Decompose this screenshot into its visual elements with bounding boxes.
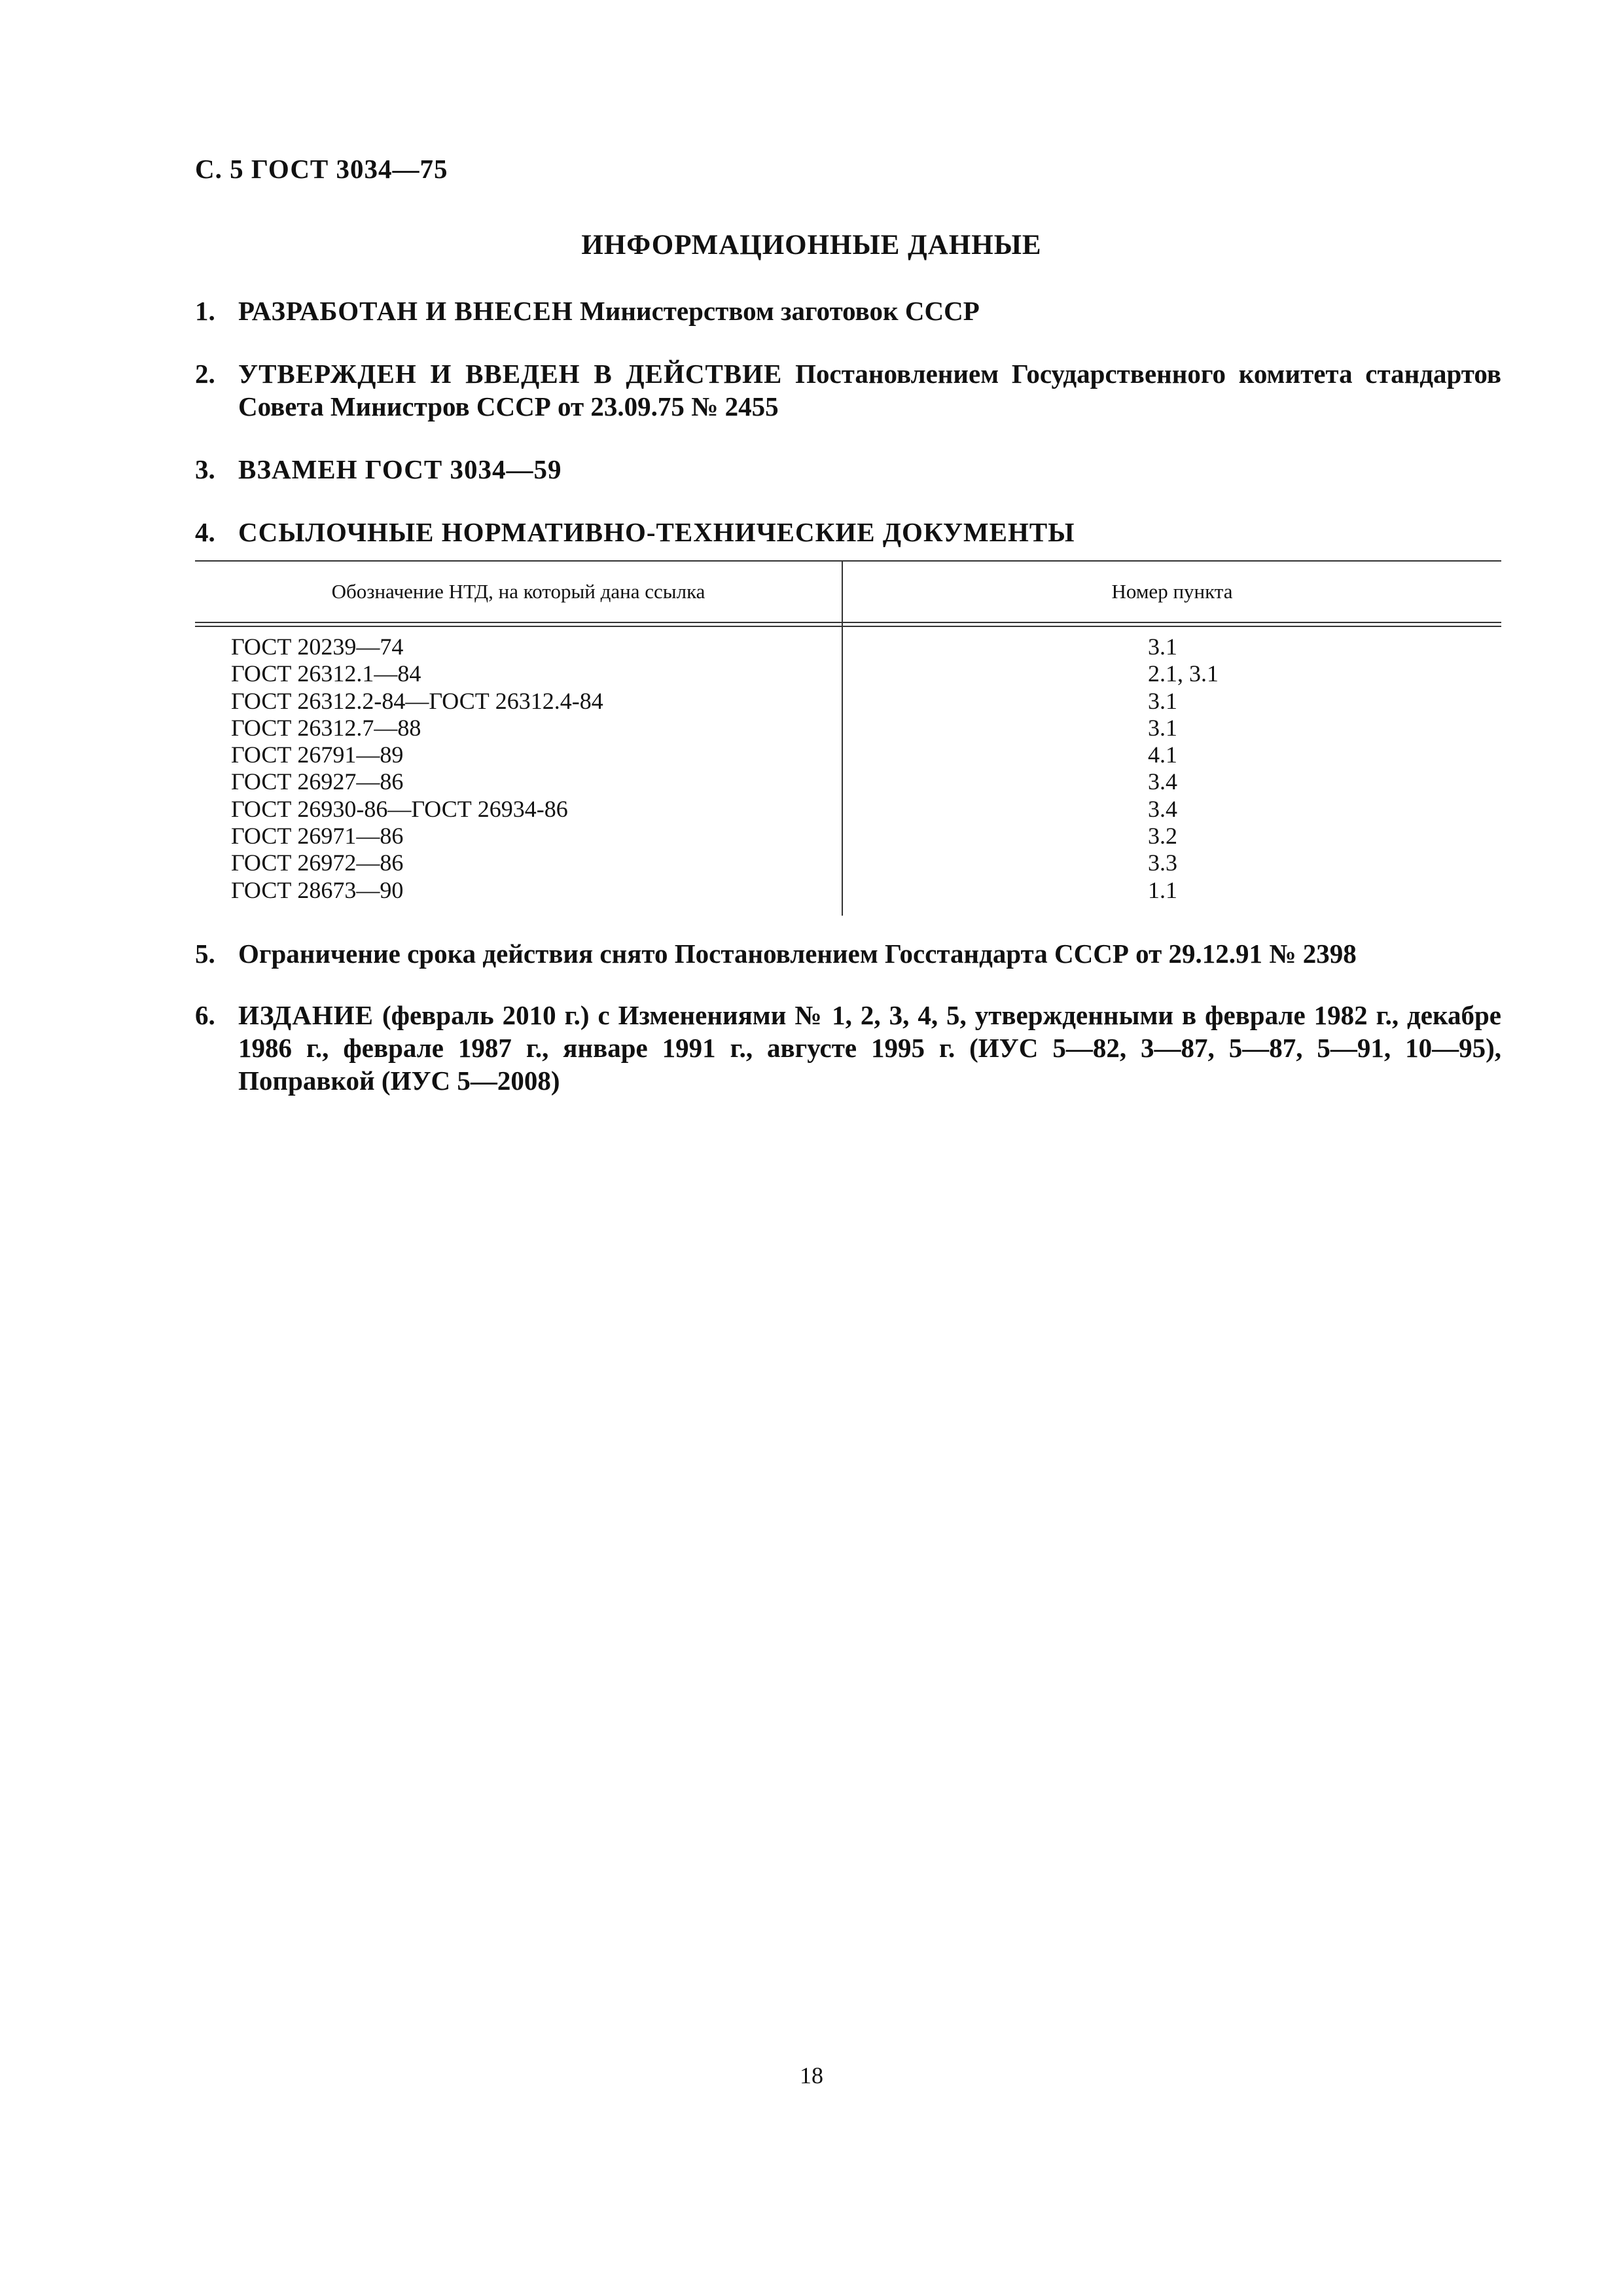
row-clause: 4.1 <box>1148 742 1177 768</box>
row-document: ГОСТ 20239—74 <box>231 634 404 660</box>
row-clause: 2.1, 3.1 <box>1148 660 1219 687</box>
table-row <box>195 634 1501 660</box>
item-lead: УТВЕРЖДЕН И ВВЕДЕН В ДЕЙСТВИЕ <box>238 359 783 389</box>
item-text: Постановлением Государственного комитета стандартов Совета Министров СССР от 23.09.75 № 2455 <box>238 359 1501 422</box>
table-header-rule <box>195 622 1501 623</box>
row-document: ГОСТ 26971—86 <box>231 823 404 850</box>
table-row <box>195 688 1501 715</box>
item-number: 1. <box>195 296 215 326</box>
row-document: ГОСТ 28673—90 <box>231 876 404 903</box>
table-row <box>195 850 1501 876</box>
table-row <box>195 742 1501 768</box>
item-text: Ограничение срока действия снято Постановлением Госстандарта СССР от 29.12.91 № 2398 <box>238 939 1357 969</box>
item-lead: РАЗРАБОТАН И ВНЕСЕН <box>238 296 573 326</box>
item-lead: ИЗДАНИЕ <box>238 1000 374 1030</box>
row-clause: 3.4 <box>1148 768 1177 795</box>
table-row <box>195 823 1501 850</box>
row-document: ГОСТ 26930-86—ГОСТ 26934-86 <box>231 795 568 822</box>
table-row <box>195 768 1501 795</box>
item-number: 3. <box>195 454 215 484</box>
row-clause: 1.1 <box>1148 876 1177 903</box>
info-item-2 <box>195 357 1501 423</box>
info-item-6 <box>195 999 1501 1097</box>
row-clause: 3.1 <box>1148 714 1177 741</box>
reference-documents-table <box>195 560 1501 917</box>
table-header-rule <box>195 626 1501 627</box>
row-document: ГОСТ 26312.2-84—ГОСТ 26312.4-84 <box>231 687 603 714</box>
info-item-3 <box>195 453 1501 486</box>
item-number: 6. <box>195 1000 215 1030</box>
info-item-4 <box>195 516 1501 548</box>
row-clause: 3.3 <box>1148 850 1177 876</box>
table-row <box>195 877 1501 904</box>
row-clause: 3.1 <box>1148 634 1177 660</box>
info-item-1 <box>195 295 1501 327</box>
item-number: 2. <box>195 359 215 389</box>
row-document: ГОСТ 26312.1—84 <box>231 660 421 687</box>
row-clause: 3.1 <box>1148 687 1177 714</box>
row-clause: 3.2 <box>1148 823 1177 850</box>
row-document: ГОСТ 26791—89 <box>231 742 404 768</box>
row-document: ГОСТ 26927—86 <box>231 768 404 795</box>
page-header: С. 5 ГОСТ 3034—75 <box>195 154 448 184</box>
info-item-5 <box>195 937 1501 970</box>
table-header-document: Обозначение НТД, на который дана ссылка <box>331 580 705 603</box>
table-row <box>195 796 1501 823</box>
table-header-clause: Номер пункта <box>1111 580 1233 603</box>
item-lead: ВЗАМЕН ГОСТ 3034—59 <box>238 454 562 484</box>
table-row <box>195 660 1501 687</box>
row-document: ГОСТ 26972—86 <box>231 850 404 876</box>
row-document: ГОСТ 26312.7—88 <box>231 714 421 741</box>
page-title: ИНФОРМАЦИОННЫЕ ДАННЫЕ <box>581 230 1042 260</box>
item-lead: ССЫЛОЧНЫЕ НОРМАТИВНО-ТЕХНИЧЕСКИЕ ДОКУМЕНТЫ <box>238 517 1075 547</box>
item-text: (февраль 2010 г.) с Изменениями № 1, 2, 3, 4, 5, утвержденными в феврале 1982 г., декабре 1986 г., феврале 1987 г., январе 1991 г., августе 1995 г. (ИУС 5—82, 3—87, 5—87, 5—91, 10—95), Поправкой (ИУС 5—2008) <box>238 1000 1501 1096</box>
item-number: 4. <box>195 517 215 547</box>
item-number: 5. <box>195 939 215 969</box>
table-row <box>195 715 1501 742</box>
table-body <box>195 634 1501 904</box>
table-top-rule <box>195 560 1501 562</box>
row-clause: 3.4 <box>1148 795 1177 822</box>
item-text: Министерством заготовок СССР <box>573 296 980 326</box>
page-number: 18 <box>800 2062 823 2089</box>
